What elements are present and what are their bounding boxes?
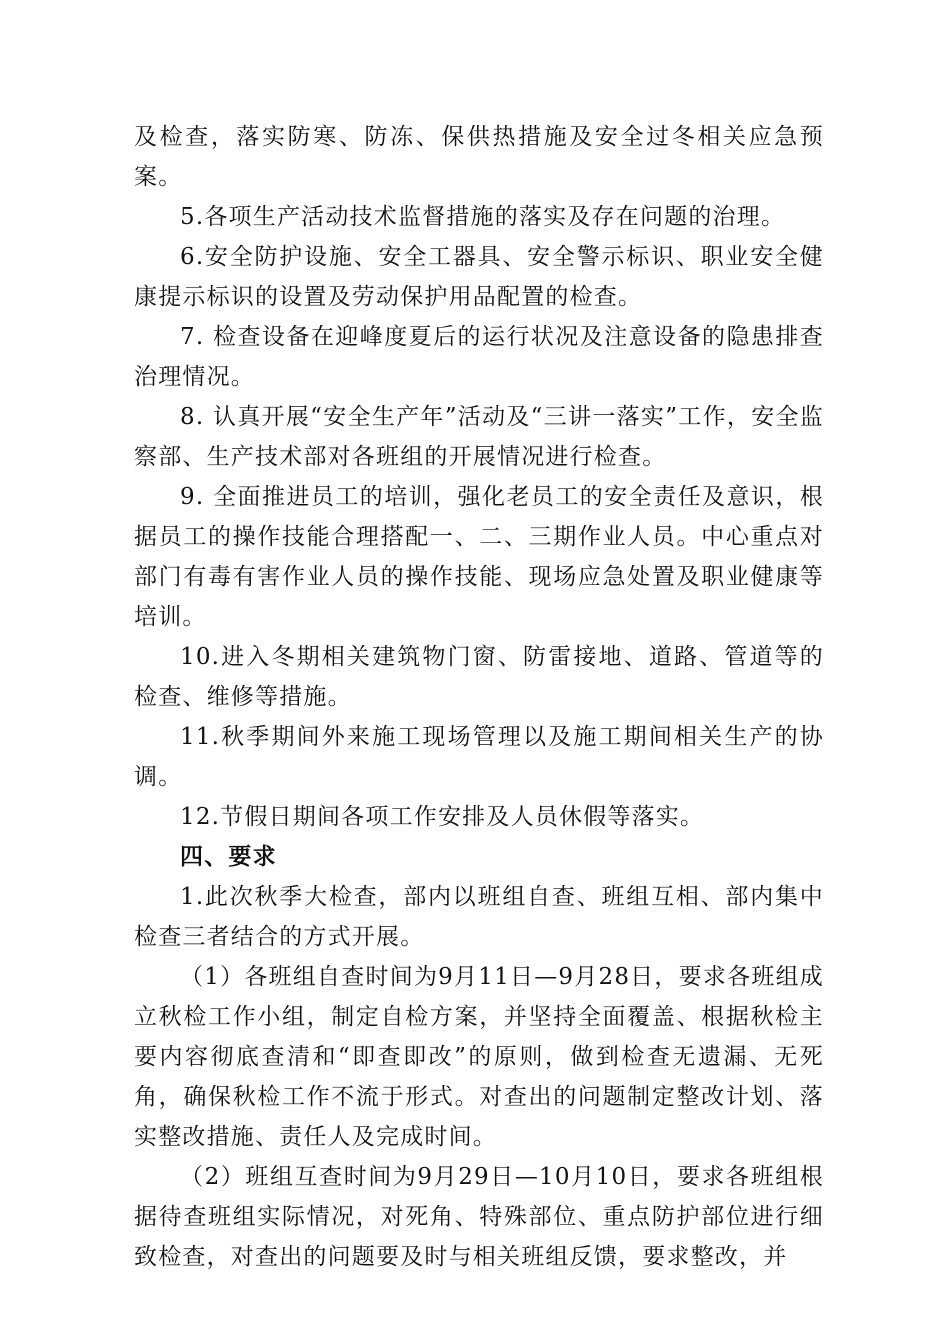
- section-heading: 四、要求: [180, 843, 277, 870]
- paragraph-item-7: 7. 检查设备在迎峰度夏后的运行状况及注意设备的隐患排查治理情况。: [134, 324, 824, 390]
- paragraph-item-11: 11.秋季期间外来施工现场管理以及施工期间相关生产的协调。: [134, 724, 824, 790]
- paragraph-item-6: 6.安全防护设施、安全工器具、安全警示标识、职业安全健康提示标识的设置及劳动保护用品配置的检查。: [134, 244, 824, 310]
- requirement-subitem-2: （2）班组互查时间为9月29日—10月10日，要求各班组根据待查班组实际情况，对死角、特殊部位、重点防护部位进行细致检查，对查出的问题要及时与相关班组反馈，要求整改，并: [134, 1164, 824, 1270]
- document-body: [134, 117, 824, 1277]
- paragraph-item-5: 5.各项生产活动技术监督措施的落实及存在问题的治理。: [180, 204, 786, 230]
- paragraph-item-12: 12.节假日期间各项工作安排及人员休假等落实。: [180, 804, 705, 830]
- paragraph-item-9: 9. 全面推进员工的培训，强化老员工的安全责任及意识，根据员工的操作技能合理搭配一、二、三期作业人员。中心重点对部门有毒有害作业人员的操作技能、现场应急处置及职业健康等培训。: [134, 484, 824, 630]
- paragraph-continuation: 及检查，落实防寒、防冻、保供热措施及安全过冬相关应急预案。: [134, 124, 824, 190]
- requirement-item-1: 1.此次秋季大检查，部内以班组自查、班组互相、部内集中检查三者结合的方式开展。: [134, 884, 824, 950]
- paragraph-item-10: 10.进入冬期相关建筑物门窗、防雷接地、道路、管道等的检查、维修等措施。: [134, 644, 824, 710]
- requirement-subitem-1: （1）各班组自查时间为9月11日—9月28日，要求各班组成立秋检工作小组，制定自检方案，并坚持全面覆盖、根据秋检主要内容彻底查清和“即查即改”的原则，做到检查无遗漏、无死角，确保秋检工作不流于形式。对查出的问题制定整改计划、落实整改措施、责任人及完成时间。: [134, 964, 824, 1150]
- paragraph-item-8: 8. 认真开展“安全生产年”活动及“三讲一落实”工作，安全监察部、生产技术部对各班组的开展情况进行检查。: [134, 404, 824, 470]
